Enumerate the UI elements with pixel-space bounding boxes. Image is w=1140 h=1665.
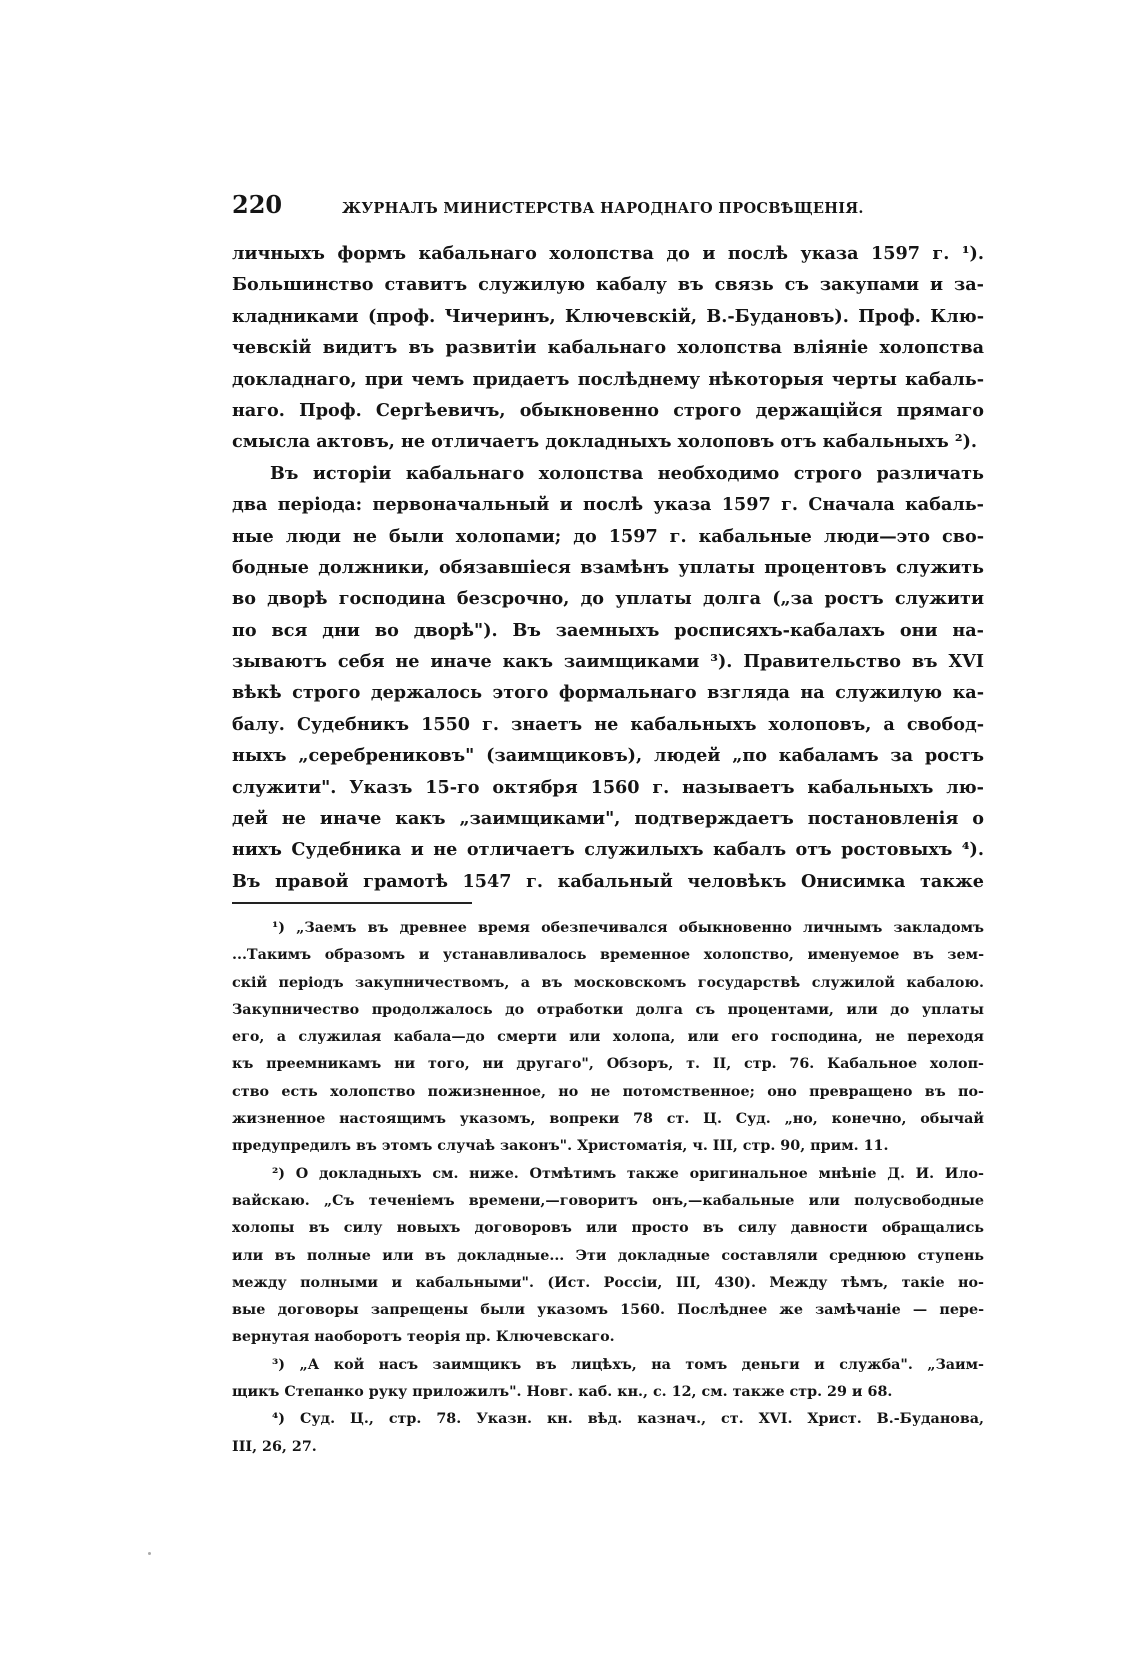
footnote-line: или въ полные или въ докладные... Эти докладные составляли среднюю ступень xyxy=(232,1247,984,1264)
text-line: смысла актовъ, не отличаетъ докладныхъ холоповъ отъ кабальныхъ ²). xyxy=(232,431,978,453)
footnote-line: между полными и кабальными". (Ист. Россіи, III, 430). Между тѣмъ, такіе но- xyxy=(232,1274,984,1291)
paragraph-first-line: Въ исторіи кабальнаго холопства необходимо строго различать xyxy=(270,462,984,484)
footnote-4: ⁴) Суд. Ц., стр. 78. Указн. кн. вѣд. казнач., ст. XVI. Христ. В.-Буданова, xyxy=(272,1411,984,1428)
text-line: Въ правой грамотѣ 1547 г. кабальный человѣкъ Онисимка также xyxy=(232,870,984,892)
footnote-line: къ преемникамъ ни того, ни другаго", Обзоръ, т. II, стр. 76. Кабальное холоп- xyxy=(232,1056,984,1073)
text-line: нихъ Судебника и не отличаетъ служилыхъ кабалъ отъ ростовыхъ ⁴). xyxy=(232,839,984,861)
text-line: личныхъ формъ кабальнаго холопства до и послѣ указа 1597 г. ¹). xyxy=(232,243,984,264)
page-header xyxy=(232,190,964,219)
footnote-1: ¹) „Заемъ въ древнее время обезпечивался обыкновенно личнымъ закладомъ xyxy=(272,920,984,936)
footnote-line: его, а служилая кабала—до смерти или холопа, или его господина, не переходя xyxy=(232,1029,984,1046)
scan-speck xyxy=(148,1552,151,1555)
footnote-line: скій періодъ закупничествомъ, а въ московскомъ государствѣ служилой кабалою. xyxy=(232,974,984,991)
text-line: кладниками (проф. Чичеринъ, Ключевскій, В.-Будановъ). Проф. Клю- xyxy=(232,305,984,327)
footnote-line: жизненное настоящимъ указомъ, вопреки 78 ст. Ц. Суд. „но, конечно, обычай xyxy=(232,1111,984,1128)
footnote-line: холопы въ силу новыхъ договоровъ или просто въ силу давности обращались xyxy=(232,1220,984,1237)
footnote-line: щикъ Степанко руку приложилъ". Новг. каб. кн., с. 12, см. также стр. 29 и 68. xyxy=(232,1384,893,1401)
main-text xyxy=(232,238,984,897)
text-line: Большинство ставитъ служилую кабалу въ связь съ закупами и за- xyxy=(232,274,984,296)
footnote-line: Закупничество продолжалось до отработки долга съ процентами, или до уплаты xyxy=(232,1001,984,1018)
text-line: зываютъ себя не иначе какъ заимщиками ³). Правительство въ XVI xyxy=(232,651,984,673)
text-line: по вся дни во дворѣ"). Въ заемныхъ росписяхъ-кабалахъ они на- xyxy=(232,619,984,641)
page-number: 220 xyxy=(232,190,283,219)
footnote-line: III, 26, 27. xyxy=(232,1438,317,1455)
text-line: докладнаго, при чемъ придаетъ послѣднему нѣкоторыя черты кабаль- xyxy=(232,368,984,390)
text-line: бодные должники, обязавшіеся взамѣнъ уплаты процентовъ служить xyxy=(232,556,984,578)
text-line: наго. Проф. Сергѣевичъ, обыкновенно строго держащійся прямаго xyxy=(232,399,984,421)
running-title: ЖУРНАЛЪ МИНИСТЕРСТВА НАРОДНАГО ПРОСВѢЩЕНІЯ. xyxy=(342,200,864,217)
footnote-3: ³) „А кой насъ заимщикъ въ лицѣхъ, на томъ деньги и служба". „Заим- xyxy=(272,1356,984,1373)
text-line: балу. Судебникъ 1550 г. знаетъ не кабальныхъ холоповъ, а свобод- xyxy=(232,713,984,735)
text-line: два періода: первоначальный и послѣ указа 1597 г. Сначала кабаль- xyxy=(232,494,984,516)
footnote-line: ...Такимъ образомъ и устанавливалось временное холопство, именуемое въ зем- xyxy=(232,947,984,964)
footnote-line: вайскаю. „Съ теченіемъ времени,—говоритъ онъ,—кабальные или полусвободные xyxy=(232,1192,984,1209)
footnote-line: вые договоры запрещены были указомъ 1560. Послѣднее же замѣчаніе — пере- xyxy=(232,1302,984,1319)
footnote-divider xyxy=(232,902,472,904)
footnote-line: предупредилъ въ этомъ случаѣ законъ". Христоматія, ч. III, стр. 90, прим. 11. xyxy=(232,1138,889,1155)
footnote-line: вернутая наоборотъ теорія пр. Ключевскаго. xyxy=(232,1329,615,1346)
text-line: чевскій видитъ въ развитіи кабальнаго холопства вліяніе холопства xyxy=(232,337,984,359)
text-line: вѣкѣ строго держалось этого формальнаго взгляда на служилую ка- xyxy=(232,682,984,704)
footnotes xyxy=(232,915,984,1461)
text-line: служити". Указъ 15-го октября 1560 г. называетъ кабальныхъ лю- xyxy=(232,776,984,798)
text-line: ные люди не были холопами; до 1597 г. кабальные люди—это сво- xyxy=(232,525,984,547)
text-line: во дворѣ господина безсрочно, до уплаты долга („за ростъ служити xyxy=(232,588,984,610)
footnote-2: ²) О докладныхъ см. ниже. Отмѣтимъ также оригинальное мнѣніе Д. И. Ило- xyxy=(272,1165,984,1182)
text-line: ныхъ „серебрениковъ" (заимщиковъ), людей „по кабаламъ за ростъ xyxy=(232,745,984,767)
footnote-line: ство есть холопство пожизненное, но не потомственное; оно превращено въ по- xyxy=(232,1083,984,1100)
text-line: дей не иначе какъ „заимщиками", подтверждаетъ постановленія о xyxy=(232,808,984,830)
